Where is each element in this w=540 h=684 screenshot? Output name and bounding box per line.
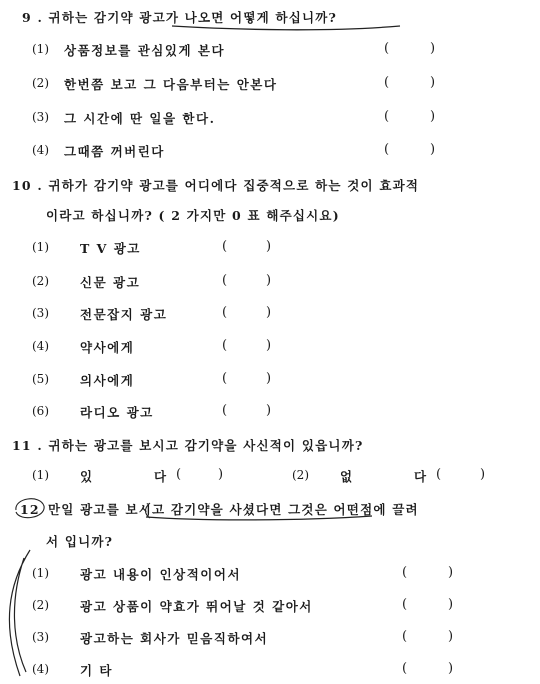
q9-option-4-text: 그때쯤 꺼버린다	[64, 144, 165, 159]
q12-option-3-paren-open[interactable]: (	[402, 629, 408, 644]
q9-option-1-number: (1)	[32, 42, 49, 56]
question-10-title: 10 . 귀하가 감기약 광고를 어디에다 집중적으로 하는 것이 효과적	[12, 178, 420, 193]
q10-option-6-text: 라디오 광고	[80, 405, 154, 420]
q11-option-1-text-a: 있	[80, 469, 94, 484]
q9-option-3-text: 그 시간에 딴 일을 한다.	[64, 111, 216, 126]
q9-option-1-paren-close[interactable]: )	[430, 41, 436, 56]
q9-option-2-text: 한번쯤 보고 그 다음부터는 안본다	[64, 77, 278, 92]
q10-option-5-paren-close[interactable]: )	[266, 371, 272, 386]
question-9-title: 9 . 귀하는 감기약 광고가 나오면 어떻게 하십니까?	[22, 10, 338, 25]
q9-option-1-paren-open[interactable]: (	[384, 41, 390, 56]
q9-underline-mark	[172, 26, 400, 30]
q11-option-2-text-b: 다	[414, 469, 428, 484]
q9-option-2-paren-open[interactable]: (	[384, 75, 390, 90]
q11-option-1-paren-close[interactable]: )	[218, 467, 224, 482]
q10-option-4-paren-open[interactable]: (	[222, 338, 228, 353]
question-10-title-line2: 이라고 하십니까? ( 2 가지만 0 표 해주십시요)	[46, 208, 340, 223]
q10-option-1-paren-open[interactable]: (	[222, 239, 228, 254]
q12-option-2-paren-close[interactable]: )	[448, 597, 454, 612]
q10-option-4-number: (4)	[32, 339, 49, 353]
q9-option-2-number: (2)	[32, 76, 49, 90]
q10-option-1-number: (1)	[32, 240, 49, 254]
q11-option-2-text-a: 없	[340, 469, 354, 484]
q10-option-5-text: 의사에게	[80, 373, 135, 388]
q10-option-2-text: 신문 광고	[80, 275, 141, 290]
q10-option-2-paren-open[interactable]: (	[222, 273, 228, 288]
q11-option-1-text-b: 다	[154, 469, 168, 484]
q9-option-4-paren-open[interactable]: (	[384, 142, 390, 157]
q12-option-4-paren-close[interactable]: )	[448, 661, 454, 676]
q12-option-1-paren-close[interactable]: )	[448, 565, 454, 580]
q10-option-3-text: 전문잡지 광고	[80, 307, 168, 322]
q10-option-5-number: (5)	[32, 372, 49, 386]
q9-option-3-paren-close[interactable]: )	[430, 109, 436, 124]
q11-option-1-paren-open[interactable]: (	[176, 467, 182, 482]
q12-option-3-text: 광고하는 회사가 믿음직하여서	[80, 631, 269, 646]
q9-option-4-paren-close[interactable]: )	[430, 142, 436, 157]
q9-option-3-number: (3)	[32, 110, 49, 124]
q10-option-4-paren-close[interactable]: )	[266, 338, 272, 353]
q10-option-2-paren-close[interactable]: )	[266, 273, 272, 288]
q11-option-2-paren-close[interactable]: )	[480, 467, 486, 482]
q12-option-2-paren-open[interactable]: (	[402, 597, 408, 612]
q10-option-6-paren-close[interactable]: )	[266, 403, 272, 418]
q10-option-3-number: (3)	[32, 306, 49, 320]
q12-option-3-number: (3)	[32, 630, 49, 644]
q12-option-4-number: (4)	[32, 662, 49, 676]
q12-option-1-number: (1)	[32, 566, 49, 580]
q9-option-4-number: (4)	[32, 143, 49, 157]
q11-option-1-number: (1)	[32, 468, 49, 482]
q12-option-4-paren-open[interactable]: (	[402, 661, 408, 676]
question-11-title: 11 . 귀하는 광고를 보시고 감기약을 사신적이 있읍니까?	[12, 438, 364, 453]
q10-option-1-text: T V 광고	[80, 241, 141, 256]
q10-option-1-paren-close[interactable]: )	[266, 239, 272, 254]
q9-option-3-paren-open[interactable]: (	[384, 109, 390, 124]
q10-option-6-paren-open[interactable]: (	[222, 403, 228, 418]
q11-option-2-paren-open[interactable]: (	[436, 467, 442, 482]
q10-option-3-paren-open[interactable]: (	[222, 305, 228, 320]
q9-option-2-paren-close[interactable]: )	[430, 75, 436, 90]
q10-option-5-paren-open[interactable]: (	[222, 371, 228, 386]
q11-option-2-number: (2)	[292, 468, 309, 482]
q9-option-1-text: 상품정보를 관심있게 본다	[64, 43, 226, 58]
q10-option-6-number: (6)	[32, 404, 49, 418]
q12-option-3-paren-close[interactable]: )	[448, 629, 454, 644]
question-12-number: 12	[20, 502, 40, 517]
question-12-title: 만일 광고를 보시고 감기약을 사셨다면 그것은 어떤점에 끌려	[48, 502, 419, 517]
q12-option-1-paren-open[interactable]: (	[402, 565, 408, 580]
q10-option-2-number: (2)	[32, 274, 49, 288]
q12-option-4-text: 기 타	[80, 663, 114, 678]
q12-option-2-number: (2)	[32, 598, 49, 612]
q10-option-3-paren-close[interactable]: )	[266, 305, 272, 320]
question-12-title-line2: 서 입니까?	[46, 534, 114, 549]
q12-option-1-text: 광고 내용이 인상적이어서	[80, 567, 242, 582]
q12-option-2-text: 광고 상품이 약효가 뛰어날 것 같아서	[80, 599, 313, 614]
q12-margin-bracket-mark	[9, 550, 30, 676]
q10-option-4-text: 약사에게	[80, 340, 135, 355]
